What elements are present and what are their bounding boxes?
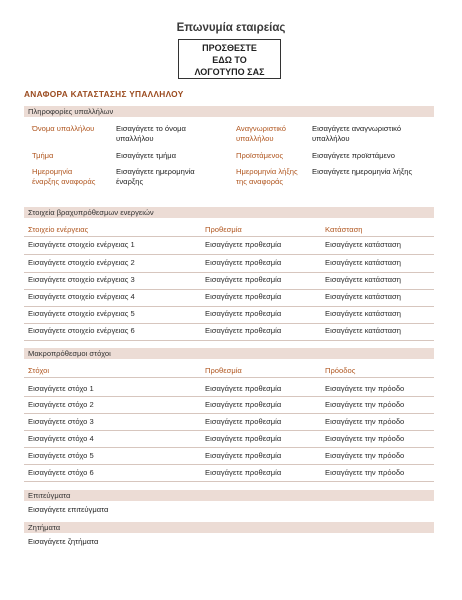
action-item: Εισαγάγετε στοιχείο ενέργειας 3 <box>28 275 135 284</box>
value-employee-name[interactable]: Εισαγάγετε το όνομα υπαλλήλου <box>116 124 186 143</box>
col-goals: Στόχοι <box>28 366 50 375</box>
action-deadline: Εισαγάγετε προθεσμία <box>205 258 282 267</box>
value-report-end[interactable]: Εισαγάγετε ημερομηνία λήξης <box>312 167 413 176</box>
goal-deadline: Εισαγάγετε προθεσμία <box>205 468 282 477</box>
goal-progress: Εισαγάγετε την πρόοδο <box>325 434 405 443</box>
goal-progress: Εισαγάγετε την πρόοδο <box>325 451 405 460</box>
action-deadline: Εισαγάγετε προθεσμία <box>205 292 282 301</box>
goal-deadline: Εισαγάγετε προθεσμία <box>205 417 282 426</box>
label-employee-name: Όνομα υπαλλήλου <box>32 124 95 133</box>
goal-deadline: Εισαγάγετε προθεσμία <box>205 451 282 460</box>
company-name: Επωνυμία εταιρείας <box>176 22 286 34</box>
logo-placeholder[interactable] <box>178 39 281 79</box>
action-deadline: Εισαγάγετε προθεσμία <box>205 240 282 249</box>
logo-line-2: ΕΔΩ ΤΟ <box>212 55 247 65</box>
goal-item: Εισαγάγετε στόχο 5 <box>28 451 94 460</box>
col-status: Κατάσταση <box>325 225 363 234</box>
row-divider <box>24 481 434 482</box>
table-row[interactable] <box>24 323 434 340</box>
action-status: Εισαγάγετε κατάσταση <box>325 258 401 267</box>
col-deadline: Προθεσμία <box>205 225 242 234</box>
logo-line-1: ΠΡΟΣΘΕΣΤΕ <box>202 43 257 53</box>
label-report-end: Ημερομηνία λήξης της αναφοράς <box>236 167 298 186</box>
goal-item: Εισαγάγετε στόχο 1 <box>28 384 94 393</box>
table-row[interactable] <box>24 448 434 465</box>
label-employee-id: Αναγνωριστικό υπαλλήλου <box>236 124 286 143</box>
section-employee-info: Πληροφορίες υπαλλήλων <box>24 106 434 117</box>
goal-progress: Εισαγάγετε την πρόοδο <box>325 384 405 393</box>
goal-deadline: Εισαγάγετε προθεσμία <box>205 384 282 393</box>
goal-progress: Εισαγάγετε την πρόοδο <box>325 400 405 409</box>
logo-line-3: ΛΟΓΟΤΥΠΟ ΣΑΣ <box>194 67 265 77</box>
table-row[interactable] <box>24 414 434 431</box>
action-item: Εισαγάγετε στοιχείο ενέργειας 2 <box>28 258 135 267</box>
label-department: Τμήμα <box>32 151 54 160</box>
action-item: Εισαγάγετε στοιχείο ενέργειας 5 <box>28 309 135 318</box>
table-row[interactable] <box>24 306 434 323</box>
table-row[interactable] <box>24 465 434 482</box>
goal-progress: Εισαγάγετε την πρόοδο <box>325 468 405 477</box>
col-progress: Πρόοδος <box>325 366 356 375</box>
issues-value[interactable]: Εισαγάγετε ζητήματα <box>28 537 99 546</box>
section-issues: Ζητήματα <box>24 522 434 533</box>
action-item: Εισαγάγετε στοιχείο ενέργειας 6 <box>28 326 135 335</box>
action-deadline: Εισαγάγετε προθεσμία <box>205 309 282 318</box>
action-item: Εισαγάγετε στοιχείο ενέργειας 1 <box>28 240 135 249</box>
section-long-term: Μακροπρόθεσμοι στόχοι <box>24 348 434 359</box>
value-supervisor[interactable]: Εισαγάγετε προϊστάμενο <box>312 151 395 160</box>
action-status: Εισαγάγετε κατάσταση <box>325 309 401 318</box>
table-row[interactable] <box>24 237 434 254</box>
section-achievements: Επιτεύγματα <box>24 490 434 501</box>
table-row[interactable] <box>24 397 434 414</box>
action-status: Εισαγάγετε κατάσταση <box>325 292 401 301</box>
goal-item: Εισαγάγετε στόχο 2 <box>28 400 94 409</box>
goal-item: Εισαγάγετε στόχο 6 <box>28 468 94 477</box>
section-short-term: Στοιχεία βραχυπρόθεσμων ενεργειών <box>24 207 434 218</box>
action-status: Εισαγάγετε κατάσταση <box>325 240 401 249</box>
label-supervisor: Προϊστάμενος <box>236 151 284 160</box>
col-action-item: Στοιχείο ενέργειας <box>28 225 89 234</box>
goal-deadline: Εισαγάγετε προθεσμία <box>205 434 282 443</box>
goal-item: Εισαγάγετε στόχο 4 <box>28 434 94 443</box>
action-deadline: Εισαγάγετε προθεσμία <box>205 275 282 284</box>
report-title: ΑΝΑΦΟΡΑ ΚΑΤΑΣΤΑΣΗΣ ΥΠΑΛΛΗΛΟΥ <box>24 89 184 99</box>
action-deadline: Εισαγάγετε προθεσμία <box>205 326 282 335</box>
table-row[interactable] <box>24 255 434 272</box>
value-employee-id[interactable]: Εισαγάγετε αναγνωριστικό υπαλλήλου <box>312 124 402 143</box>
header-divider <box>24 377 434 378</box>
action-status: Εισαγάγετε κατάσταση <box>325 326 401 335</box>
table-row[interactable] <box>24 272 434 289</box>
label-report-start: Ημερομηνία έναρξης αναφοράς <box>32 167 96 186</box>
action-status: Εισαγάγετε κατάσταση <box>325 275 401 284</box>
goal-progress: Εισαγάγετε την πρόοδο <box>325 417 405 426</box>
table-row[interactable] <box>24 289 434 306</box>
action-item: Εισαγάγετε στοιχείο ενέργειας 4 <box>28 292 135 301</box>
row-divider <box>24 340 434 341</box>
value-report-start[interactable]: Εισαγάγετε ημερομηνία έναρξης <box>116 167 195 186</box>
col-goal-deadline: Προθεσμία <box>205 366 242 375</box>
achievements-value[interactable]: Εισαγάγετε επιτεύγματα <box>28 505 109 514</box>
goal-deadline: Εισαγάγετε προθεσμία <box>205 400 282 409</box>
value-department[interactable]: Εισαγάγετε τμήμα <box>116 151 177 160</box>
goal-item: Εισαγάγετε στόχο 3 <box>28 417 94 426</box>
table-row[interactable] <box>24 431 434 448</box>
